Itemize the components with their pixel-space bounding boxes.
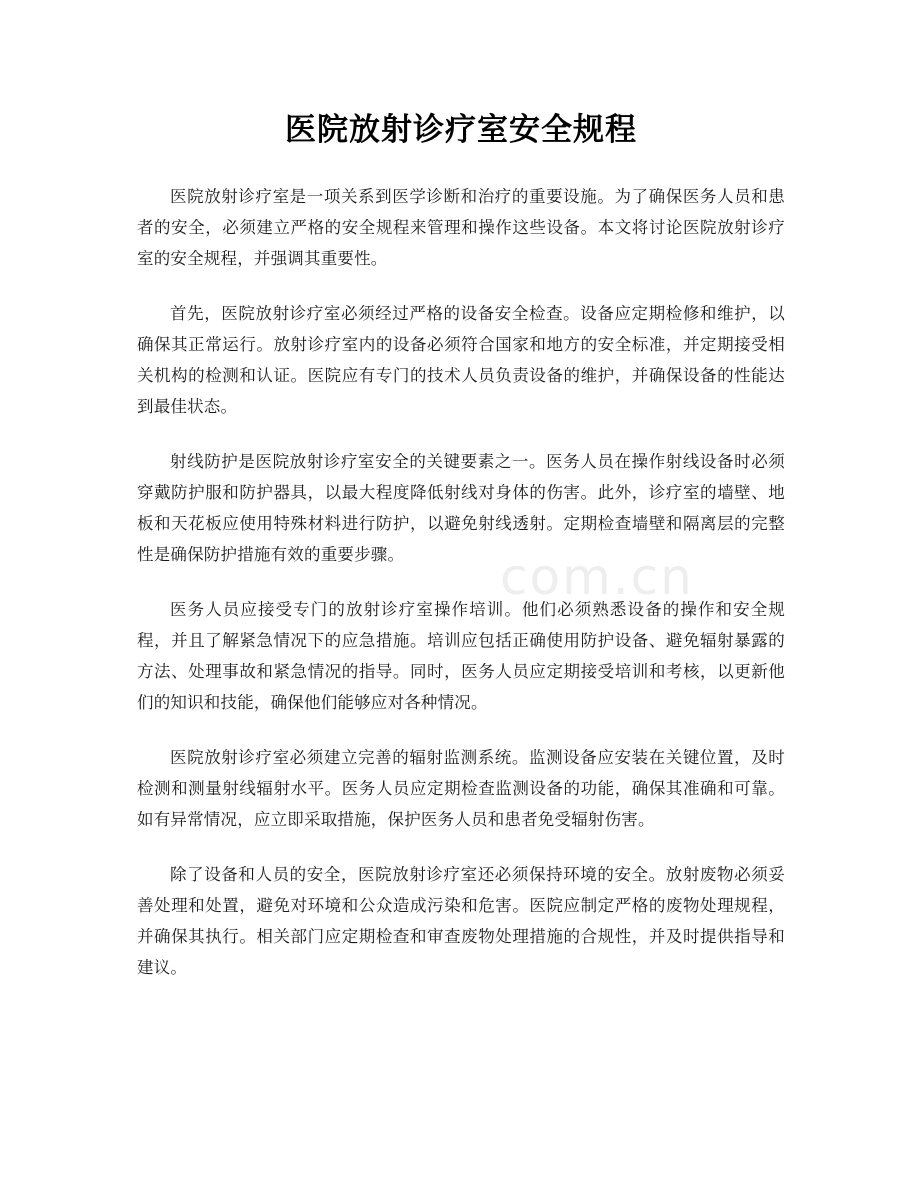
paragraph-2: 首先，医院放射诊疗室必须经过严格的设备安全检查。设备应定期检修和维护，以确保其正常运行。放射诊疗室内的设备必须符合国家和地方的安全标准，并定期接受相关机构的检测和认证。医院应有专门的技术人员负责设备的维护，并确保设备的性能达到最佳状态。 (137, 304, 785, 416)
document-title: 医院放射诊疗室安全规程 (285, 112, 637, 148)
paragraph-4: 医务人员应接受专门的放射诊疗室操作培训。他们必须熟悉设备的操作和安全规程，并且了解紧急情况下的应急措施。培训应包括正确使用防护设备、避免辐射暴露的方法、处理事故和紧急情况的指导。同时，医务人员应定期接受培训和考核，以更新他们的知识和技能，确保他们能够应对各种情况。 (137, 600, 785, 712)
paragraph-3: 射线防护是医院放射诊疗室安全的关键要素之一。医务人员在操作射线设备时必须穿戴防护服和防护器具，以最大程度降低射线对身体的伤害。此外，诊疗室的墙壁、地板和天花板应使用特殊材料进行防护，以避免射线透射。定期检查墙壁和隔离层的完整性是确保防护措施有效的重要步骤。 (137, 452, 785, 564)
watermark: com.cn (500, 548, 694, 606)
paragraph-1: 医院放射诊疗室是一项关系到医学诊断和治疗的重要设施。为了确保医务人员和患者的安全，必须建立严格的安全规程来管理和操作这些设备。本文将讨论医院放射诊疗室的安全规程，并强调其重要性。 (137, 187, 785, 268)
paragraph-5: 医院放射诊疗室必须建立完善的辐射监测系统。监测设备应安装在关键位置，及时检测和测量射线辐射水平。医务人员应定期检查监测设备的功能，确保其准确和可靠。如有异常情况，应立即采取措施，保护医务人员和患者免受辐射伤害。 (137, 748, 785, 829)
paragraph-6: 除了设备和人员的安全，医院放射诊疗室还必须保持环境的安全。放射废物必须妥善处理和处置，避免对环境和公众造成污染和危害。医院应制定严格的废物处理规程，并确保其执行。相关部门应定期检查和审查废物处理措施的合规性，并及时提供指导和建议。 (137, 865, 785, 977)
document-body (137, 181, 785, 1007)
